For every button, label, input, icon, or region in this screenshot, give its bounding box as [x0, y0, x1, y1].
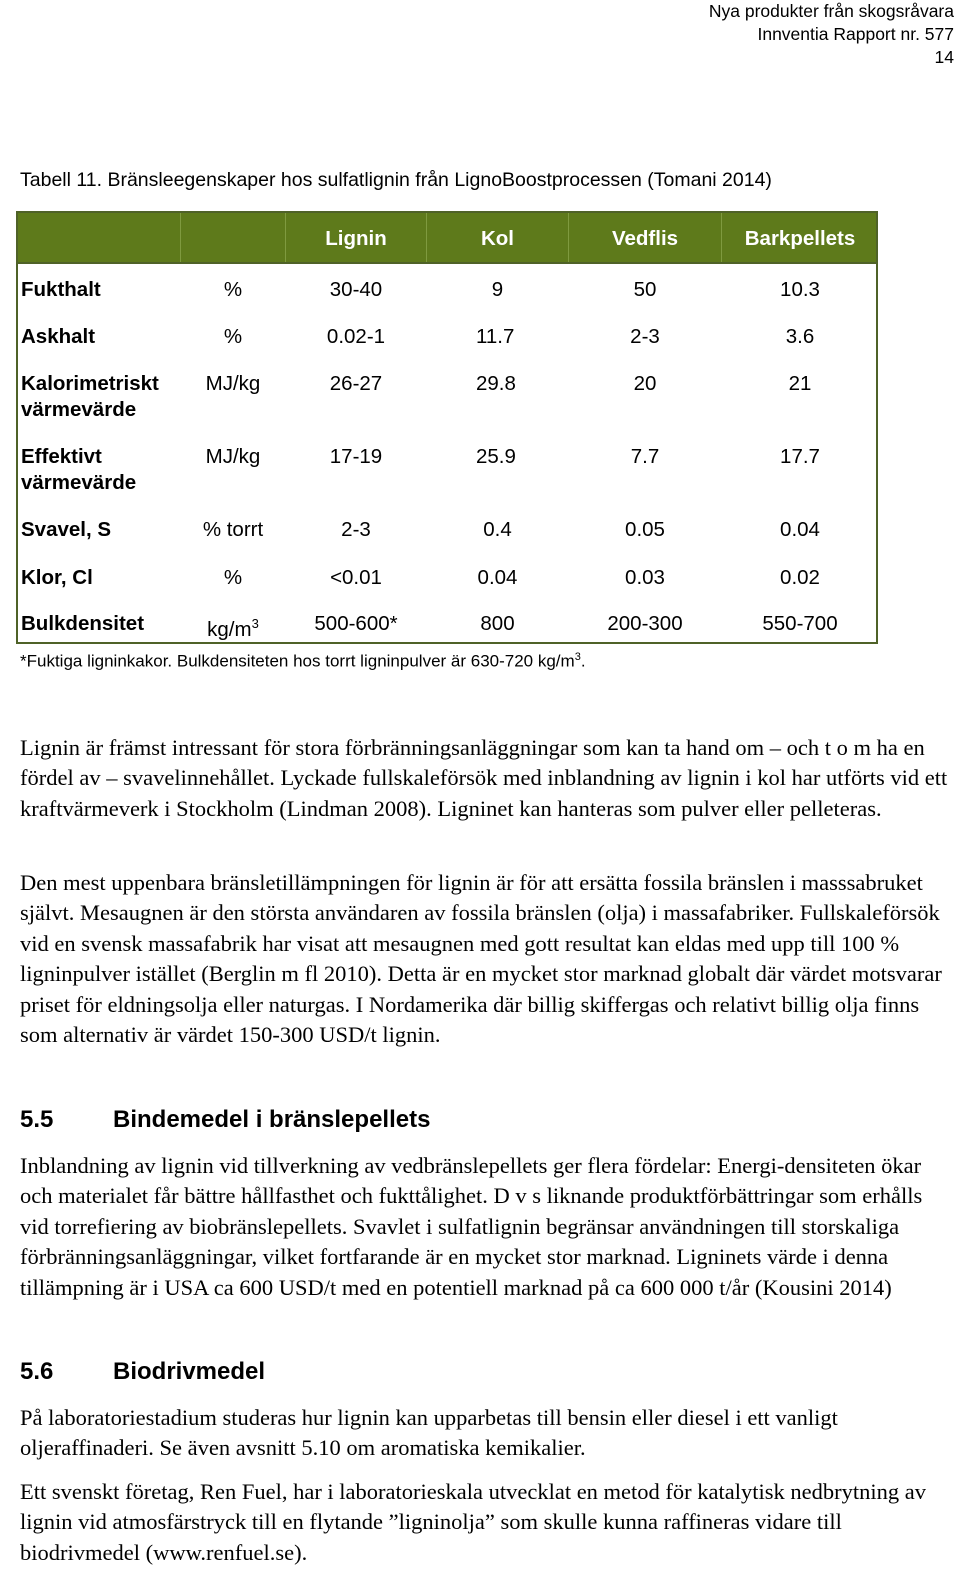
table-caption: Tabell 11. Bränsleegenskaper hos sulfatlignin från LignoBoostprocessen (Tomani 2014): [20, 169, 772, 191]
value-lignin: 0.02-1: [326, 325, 386, 348]
value-barkpellets: 0.04: [780, 518, 820, 541]
table-header-row: [18, 213, 876, 264]
section-number: 5.6: [20, 1358, 54, 1385]
row-unit: MJ/kg: [205, 445, 261, 468]
header-divider: [180, 213, 181, 262]
value-lignin: 30-40: [329, 278, 383, 301]
header-report: Innventia Rapport nr. 577: [757, 24, 954, 44]
value-barkpellets: 10.3: [780, 278, 820, 301]
value-vedflis: 7.7: [630, 445, 660, 468]
value-vedflis: 200-300: [607, 612, 683, 635]
row-unit: %: [223, 566, 243, 589]
row-unit: %: [223, 325, 243, 348]
paragraph-lignin-combustion: Lignin är främst intressant för stora förbränningsanläggningar som kan ta hand om – och t o m ha en fördel av – svavelinnehållet. Lyckade fullskaleförsök med inblandning av lignin i kol har utförts vid ett kraftvärmeverk i Stockholm (Lindman 2008). Ligninet kan hanteras som pulver eller pelleteras.: [20, 735, 948, 821]
section-title: Bindemedel i bränslepellets: [113, 1106, 431, 1133]
value-barkpellets: 3.6: [785, 325, 815, 348]
section-number: 5.5: [20, 1106, 54, 1133]
paragraph-lime-kiln: Den mest uppenbara bränsletillämpningen för lignin är för att ersätta fossila bränslen i masssabruket självt. Mesaugnen är den största användaren av fossila bränslen (olja) i massafabriker. Fullskaleförsök vid en svensk massafabrik har visat att mesaugnen med gott resultat kan eldas med upp till 100 % ligninpulver istället (Berglin m fl 2010). Detta är en mycket stor marknad globalt där värdet motsvarar priset för eldningsolja eller naturgas. I Nordamerika där billig skiffergas och relativt billig olja finns som alternativ är värdet 150-300 USD/t lignin.: [20, 870, 942, 1048]
row-unit: %: [223, 278, 243, 301]
unit-text: kg/m: [207, 617, 252, 641]
value-kol: 0.4: [483, 518, 512, 541]
section-heading-5-5: [20, 1106, 430, 1134]
value-vedflis: 0.03: [625, 566, 665, 589]
value-kol: 25.9: [476, 445, 516, 468]
table-footnote: [20, 651, 586, 672]
row-label: Bulkdensitet: [21, 612, 145, 635]
section-title: Biodrivmedel: [113, 1358, 266, 1385]
header-vedflis: Vedflis: [611, 227, 679, 250]
value-lignin: 17-19: [329, 445, 383, 468]
value-lignin: 26-27: [329, 372, 383, 395]
page-number: 14: [934, 47, 954, 67]
row-label: Svavel, S: [21, 518, 112, 541]
value-barkpellets: 21: [788, 372, 812, 395]
value-barkpellets: 550-700: [762, 612, 838, 635]
value-lignin: <0.01: [330, 566, 382, 589]
row-label: Kalorimetriskt värmevärde: [21, 372, 159, 421]
footnote-exponent: 3: [574, 651, 581, 663]
header-barkpellets: Barkpellets: [744, 227, 856, 250]
row-label: Fukthalt: [21, 278, 101, 301]
value-kol: 800: [480, 612, 515, 635]
value-lignin: 2-3: [341, 518, 371, 541]
footnote-text: *Fuktiga ligninkakor. Bulkdensiteten hos torrt ligninpulver är 630-720 kg/m: [20, 651, 575, 671]
value-barkpellets: 17.7: [780, 445, 820, 468]
value-lignin: 500-600*: [314, 612, 398, 635]
section-heading-5-6: [20, 1358, 265, 1386]
row-label: Askhalt: [21, 325, 96, 348]
unit-exponent: 3: [251, 616, 259, 631]
row-unit: MJ/kg: [205, 372, 261, 395]
page-header: [709, 0, 954, 69]
value-kol: 9: [491, 278, 504, 301]
row-label: Effektivt värmevärde: [21, 445, 137, 494]
paragraph-lab-fuels: På laboratoriestadium studeras hur lignin kan upparbetas till bensin eller diesel i ett vanligt oljeraffinaderi. Se även avsnitt 5.10 om aromatiska kemikalier.: [20, 1405, 838, 1461]
value-vedflis: 0.05: [625, 518, 665, 541]
value-kol: 11.7: [476, 325, 515, 348]
value-kol: 29.8: [476, 372, 516, 395]
paragraph-ren-fuel: Ett svenskt företag, Ren Fuel, har i laboratorieskala utvecklat en metod för katalytisk nedbrytning av lignin vid atmosfärstryck till en flytande ”ligninolja” som skulle kunna raffineras vidare till biodrivmedel (www.renfuel.se).: [20, 1479, 926, 1565]
value-barkpellets: 0.02: [780, 566, 820, 589]
row-unit: [181, 611, 285, 643]
footnote-end: .: [580, 651, 586, 671]
header-lignin: Lignin: [325, 227, 387, 250]
header-kol: Kol: [480, 227, 515, 250]
paragraph-pellets: Inblandning av lignin vid tillverkning av vedbränslepellets ger flera fördelar: Energi-densiteten ökar och materialet får bättre hållfasthet och fukttålighet. D v s liknande produktförbättringar som erhålls vid torrefiering av biobränslepellets. Svavlet i sulfatlignin begränsar användningen till storskaliga förbränningsanläggningar, vilket fortfarande är en mycket stor marknad. Ligninets värde i denna tillämpning är i USA ca 600 USD/t med en potentiell marknad på ca 600 000 t/år (Kousini 2014): [20, 1153, 923, 1300]
row-unit: % torrt: [202, 518, 264, 541]
header-title: Nya produkter från skogsråvara: [708, 1, 954, 21]
value-vedflis: 20: [633, 372, 657, 395]
value-kol: 0.04: [477, 566, 518, 589]
row-label: Klor, Cl: [21, 566, 93, 589]
value-vedflis: 50: [633, 278, 657, 301]
fuel-properties-table: [16, 211, 878, 644]
value-vedflis: 2-3: [630, 325, 660, 348]
